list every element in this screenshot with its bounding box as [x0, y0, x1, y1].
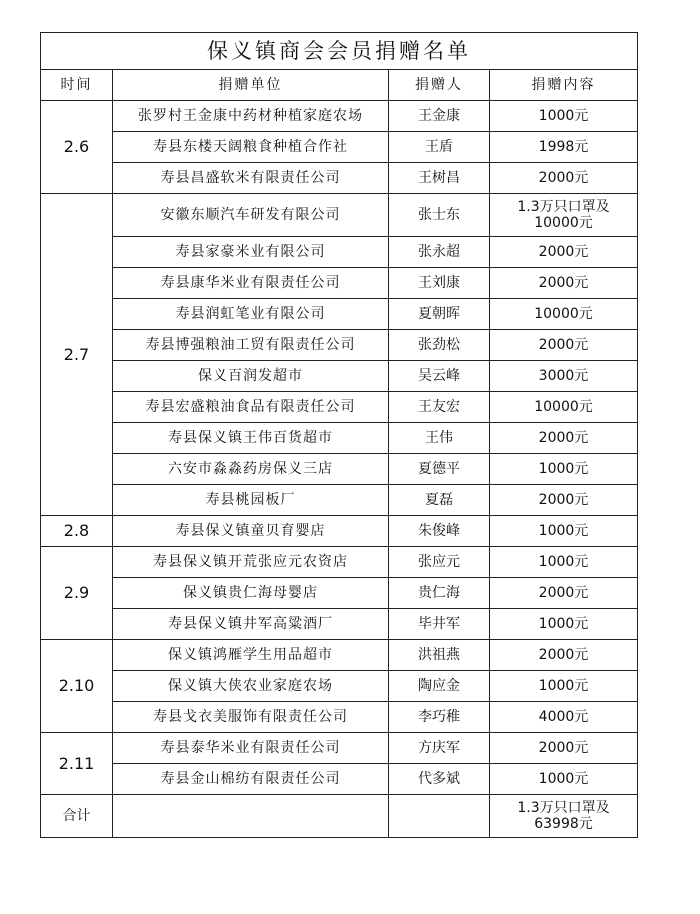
donor-unit-cell: 寿县康华米业有限责任公司: [113, 268, 389, 299]
date-cell: 2.8: [41, 516, 113, 547]
donor-person-cell: 张劲松: [389, 330, 490, 361]
donor-person-cell: 王友宏: [389, 392, 490, 423]
donor-person-cell: 洪祖燕: [389, 640, 490, 671]
donor-unit-cell: 寿县博强粮油工贸有限责任公司: [113, 330, 389, 361]
donation-content-cell: 2000元: [490, 237, 638, 268]
donation-content-cell: 1000元: [490, 609, 638, 640]
donor-person-cell: 张永超: [389, 237, 490, 268]
donation-content-cell: 10000元: [490, 299, 638, 330]
donor-unit-cell: 张罗村王金康中药材种植家庭农场: [113, 101, 389, 132]
donor-person-cell: 王盾: [389, 132, 490, 163]
donor-unit-cell: 寿县宏盛粮油食品有限责任公司: [113, 392, 389, 423]
donor-unit-cell: 寿县金山棉纺有限责任公司: [113, 764, 389, 795]
donor-person-cell: 朱俊峰: [389, 516, 490, 547]
donor-unit-cell: 寿县戈衣美服饰有限责任公司: [113, 702, 389, 733]
table-row: [41, 454, 638, 485]
total-label: 合计: [41, 795, 113, 838]
table-row: [41, 299, 638, 330]
donor-unit-cell: 寿县保义镇王伟百货超市: [113, 423, 389, 454]
donation-content-cell: 3000元: [490, 361, 638, 392]
table-row: [41, 578, 638, 609]
donation-content-cell: 1000元: [490, 101, 638, 132]
header-content: 捐赠内容: [490, 70, 638, 101]
donation-table: [40, 32, 638, 838]
donor-unit-cell: 寿县家豪米业有限公司: [113, 237, 389, 268]
donor-person-cell: 王伟: [389, 423, 490, 454]
donation-content-cell: 1000元: [490, 671, 638, 702]
donor-person-cell: 王树昌: [389, 163, 490, 194]
donor-unit-cell: 寿县保义镇井军高粱酒厂: [113, 609, 389, 640]
header-unit: 捐赠单位: [113, 70, 389, 101]
date-cell: 2.10: [41, 640, 113, 733]
donor-person-cell: 夏德平: [389, 454, 490, 485]
table-row: [41, 423, 638, 454]
donor-person-cell: 方庆军: [389, 733, 490, 764]
donor-person-cell: 李巧稚: [389, 702, 490, 733]
total-person-cell: [389, 795, 490, 838]
table-row: [41, 640, 638, 671]
donor-unit-cell: 寿县保义镇童贝育婴店: [113, 516, 389, 547]
donation-content-cell: 1000元: [490, 454, 638, 485]
table-row: [41, 361, 638, 392]
donor-unit-cell: 保义百润发超市: [113, 361, 389, 392]
donor-unit-cell: 寿县东楼天阔粮食种植合作社: [113, 132, 389, 163]
donor-person-cell: 王金康: [389, 101, 490, 132]
donation-content-cell: 1998元: [490, 132, 638, 163]
table-row: [41, 547, 638, 578]
date-cell: 2.9: [41, 547, 113, 640]
table-row: [41, 764, 638, 795]
donor-unit-cell: 安徽东顺汽车研发有限公司: [113, 194, 389, 237]
donor-person-cell: 张应元: [389, 547, 490, 578]
donor-unit-cell: 寿县桃园板厂: [113, 485, 389, 516]
total-unit-cell: [113, 795, 389, 838]
donor-person-cell: 代多斌: [389, 764, 490, 795]
table-row: [41, 671, 638, 702]
table-row: [41, 516, 638, 547]
date-cell: 2.6: [41, 101, 113, 194]
table-row: [41, 101, 638, 132]
table-row: [41, 392, 638, 423]
donor-unit-cell: 保义镇鸿雁学生用品超市: [113, 640, 389, 671]
donor-unit-cell: 寿县保义镇开荒张应元农资店: [113, 547, 389, 578]
table-row: [41, 194, 638, 237]
donation-content-cell: 4000元: [490, 702, 638, 733]
donation-content-cell: 2000元: [490, 640, 638, 671]
donor-person-cell: 贵仁海: [389, 578, 490, 609]
table-title: 保义镇商会会员捐赠名单: [41, 33, 638, 70]
donor-person-cell: 夏磊: [389, 485, 490, 516]
table-row: [41, 702, 638, 733]
donation-content-cell: 10000元: [490, 392, 638, 423]
total-content: 1.3万只口罩及63998元: [490, 795, 638, 838]
table-row: [41, 733, 638, 764]
donor-unit-cell: 保义镇贵仁海母婴店: [113, 578, 389, 609]
title-row: [41, 33, 638, 70]
donation-content-cell: 2000元: [490, 423, 638, 454]
donor-unit-cell: 寿县泰华米业有限责任公司: [113, 733, 389, 764]
donation-content-cell: 2000元: [490, 163, 638, 194]
donor-unit-cell: 六安市淼淼药房保义三店: [113, 454, 389, 485]
donor-person-cell: 张士东: [389, 194, 490, 237]
donor-unit-cell: 保义镇大侠农业家庭农场: [113, 671, 389, 702]
header-time: 时间: [41, 70, 113, 101]
table-row: [41, 237, 638, 268]
donation-content-cell: 1000元: [490, 764, 638, 795]
donor-unit-cell: 寿县润虹笔业有限公司: [113, 299, 389, 330]
donation-content-cell: 1000元: [490, 547, 638, 578]
donor-person-cell: 吴云峰: [389, 361, 490, 392]
donor-person-cell: 夏朝晖: [389, 299, 490, 330]
table-row: [41, 163, 638, 194]
donation-content-cell: 2000元: [490, 485, 638, 516]
donation-content-cell: 1.3万只口罩及10000元: [490, 194, 638, 237]
table-row: [41, 485, 638, 516]
donor-person-cell: 毕井军: [389, 609, 490, 640]
donor-unit-cell: 寿县昌盛软米有限责任公司: [113, 163, 389, 194]
header-person: 捐赠人: [389, 70, 490, 101]
donation-content-cell: 2000元: [490, 268, 638, 299]
date-cell: 2.11: [41, 733, 113, 795]
header-row: [41, 70, 638, 101]
table-row: [41, 268, 638, 299]
donor-person-cell: 陶应金: [389, 671, 490, 702]
donation-content-cell: 2000元: [490, 578, 638, 609]
donor-person-cell: 王刘康: [389, 268, 490, 299]
donation-content-cell: 1000元: [490, 516, 638, 547]
table-row: [41, 609, 638, 640]
donation-sheet: [40, 32, 638, 838]
table-row: [41, 132, 638, 163]
donation-content-cell: 2000元: [490, 330, 638, 361]
table-row: [41, 330, 638, 361]
date-cell: 2.7: [41, 194, 113, 516]
donation-content-cell: 2000元: [490, 733, 638, 764]
total-row: [41, 795, 638, 838]
